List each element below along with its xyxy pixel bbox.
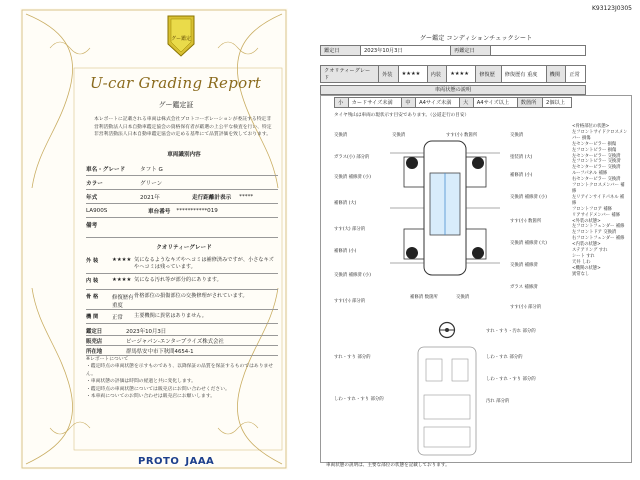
diagram-label: 交換済 補修済 (小) xyxy=(334,273,371,278)
meta-label: 鑑定日 xyxy=(86,328,103,335)
legend-line: フロントフロア 補修 xyxy=(572,206,612,212)
grade-label: 外 装 xyxy=(86,258,99,264)
legend-line: 左フロントサイドクロスメンバー 損傷 xyxy=(572,129,628,141)
legend-line: 左センターピラー 損傷 xyxy=(572,141,617,147)
reinspection-value xyxy=(491,46,586,56)
code-row xyxy=(86,204,278,218)
diagram-label: すす(大) 部分的 xyxy=(334,227,366,232)
legend-line: 天井 しわ xyxy=(572,259,591,265)
grade-description: 骨格部位の損傷部位の交換修理がされています。 xyxy=(134,293,248,299)
diagram-label: すす(小) 部分的 xyxy=(510,305,542,310)
meta-label: 所在地 xyxy=(86,348,103,355)
size-note: タイヤ残山は車両の現状示す目安であります。（公道走行の目安） xyxy=(334,113,470,118)
model-label: 車名・グレード xyxy=(86,166,126,173)
note-line: ・車両状態の評価は時間の経過と共に変化します。 xyxy=(86,379,196,385)
quality-section-heading: クオリティーグレード xyxy=(156,245,212,251)
grade-rating: 修復歴有 重度 xyxy=(112,295,134,309)
diagram-label: 交換済 xyxy=(456,295,470,300)
diagram-label: ガラス 補修済 xyxy=(510,285,538,290)
inspection-date-row xyxy=(86,326,278,336)
note-line: ・鑑定時点の車両状態を示すものであり、以降保証の品質を保証するものではありません。 xyxy=(86,364,274,377)
date-label: 鑑定日 xyxy=(321,46,361,56)
diagram-label: 交換済 xyxy=(334,133,348,138)
interior-label: しわ・すれ・すり 部分的 xyxy=(486,377,536,382)
car-exterior-diagram-icon xyxy=(390,133,500,283)
legend-line: 左リアインサイドパネル 補修 xyxy=(572,194,625,206)
diagram-label: ガラス(小) 部分的 xyxy=(334,155,370,160)
legend-line: <外装の状態> xyxy=(572,218,601,224)
meta-value: ビージャパン-エンタープライズ株式会社 xyxy=(126,338,224,345)
diagram-label: 交換済 xyxy=(392,133,406,138)
diagram-label: 交換済 xyxy=(510,133,524,138)
interior-label: すれ・すり・汚れ 部分的 xyxy=(486,329,536,334)
proto-logo: PROTO xyxy=(138,456,180,467)
grade-description: 気になる汚れ等が部分的にあります。 xyxy=(134,277,222,283)
meta-value: 2023年10月3日 xyxy=(126,328,167,335)
diagram-label: 交換済 補修済 (大) xyxy=(510,241,547,246)
legend-line: 右センターピラー 交換済 xyxy=(572,177,621,183)
note-line: ・鑑定時点の車両状態については販売店にお問い合わせください。 xyxy=(86,386,230,392)
sheet-footer-note: 車両状態の説明は、主要な部位の状態を記載しております。 xyxy=(326,463,450,468)
steering-wheel-icon xyxy=(438,321,456,339)
grade-label: 内 装 xyxy=(86,278,99,284)
year-row xyxy=(86,190,278,204)
size-value: カードサイズ未満 xyxy=(348,98,402,108)
grade-label: 骨 格 xyxy=(86,294,99,300)
size-key: 小 xyxy=(335,98,349,108)
certificate-subtitle: グー鑑定証 xyxy=(158,101,194,109)
car-interior-diagram-icon xyxy=(412,345,482,457)
interior-label: 汚れ 部分的 xyxy=(486,399,510,404)
badge-label: グー鑑定 xyxy=(170,36,191,42)
int-value: ★★★★ xyxy=(447,66,476,83)
mileage-label: 走行距離計表示 xyxy=(192,194,232,201)
legend-line: ルーフパネル 補修 xyxy=(572,171,608,177)
diagram-label: 補修済 (大) xyxy=(334,201,357,206)
diagram-label: 交換済 補修済 xyxy=(510,263,538,268)
eng-label: 機関 xyxy=(546,66,566,83)
legend-line: <骨格部位の状態> xyxy=(572,124,610,129)
grade-rating: 正常 xyxy=(112,315,123,321)
size-value: 2個以上 xyxy=(543,98,572,108)
year-value: 2021年 xyxy=(140,194,160,201)
legend-line: 左フロントピラー 損傷 xyxy=(572,147,617,153)
reinspection-label: 再鑑定日 xyxy=(451,46,491,56)
grade-rating: ★★★★ xyxy=(112,257,132,263)
interior-label: しわ・すれ・すり 部分的 xyxy=(334,397,384,402)
grade-description: 気になるようなキズやヘコミは補修済みですが、小さなキズやヘコミは残っています。 xyxy=(134,257,274,270)
frame-value: 修復歴有 重度 xyxy=(501,66,546,83)
grade-label: 機 関 xyxy=(86,314,99,320)
size-value: A4サイズ以上 xyxy=(473,98,517,108)
size-value: A4サイズ未満 xyxy=(416,98,460,108)
report-notes xyxy=(86,356,276,400)
size-key: 中 xyxy=(402,98,416,108)
diagram-label: 補修済 数箇所 xyxy=(410,295,438,300)
color-value: グリーン xyxy=(140,180,163,187)
frame-label: 修復歴 xyxy=(476,66,502,83)
diagram-label: 塗装済 (大) xyxy=(510,155,533,160)
notes-label: 備考 xyxy=(86,223,98,229)
jaaa-logo: JAAA xyxy=(185,456,215,467)
grading-certificate xyxy=(20,8,288,470)
date-value: 2023年10月3日 xyxy=(361,46,451,56)
grade-table-label: クオリティーグレード xyxy=(321,66,379,83)
grade-row-interior xyxy=(86,274,278,290)
ext-label: 外装 xyxy=(379,66,399,83)
color-label: カラー xyxy=(86,180,103,187)
meta-value: 群馬県安中市下秋間4654-1 xyxy=(126,348,194,355)
model-row xyxy=(86,162,278,176)
condition-legend xyxy=(572,124,628,278)
vin-label: 車台番号 xyxy=(148,208,171,215)
color-row xyxy=(86,176,278,190)
grade-row-engine xyxy=(86,310,278,324)
diagram-label: 交換済 補修済 (小) xyxy=(334,175,371,180)
diagram-label: すす(小) 数箇所 xyxy=(446,133,478,138)
condition-check-sheet xyxy=(320,5,632,473)
diagram-label: すす(小) 部分的 xyxy=(334,299,366,304)
legend-line: フロントクロスメンバー 補修 xyxy=(572,183,625,194)
document-number: K93123J0305 xyxy=(591,5,632,12)
legend-line: 左フロントフェンダー 補修 xyxy=(572,224,625,230)
legend-line: リアサイドメンバー 補修 xyxy=(572,212,620,218)
model-value: タフト G xyxy=(140,166,163,173)
date-table xyxy=(320,45,586,56)
size-key: 数箇所 xyxy=(517,98,542,108)
ext-value: ★★★★ xyxy=(398,66,427,83)
legend-line: 右フロントフェンダー 補修 xyxy=(572,236,625,242)
note-line: ※レポートについて xyxy=(86,357,129,362)
sheet-title: グー鑑定 コンディションチェックシート xyxy=(419,35,533,42)
interior-label: すれ・すり 部分的 xyxy=(334,355,371,360)
grade-description: 主要機関に異常はありません。 xyxy=(134,313,207,319)
eng-value: 正常 xyxy=(566,66,586,83)
meta-label: 販売店 xyxy=(86,338,103,345)
diagram-label: 補修済 (小) xyxy=(510,173,533,178)
vehicle-section-heading: 車両識別内容 xyxy=(167,152,201,158)
diagram-label: 補修済 (小) xyxy=(334,249,357,254)
grade-row-exterior xyxy=(86,254,278,274)
int-label: 内装 xyxy=(427,66,447,83)
footer-logos xyxy=(138,456,214,467)
address-row xyxy=(86,346,278,356)
legend-line: ステアリング すれ xyxy=(572,248,608,254)
grade-rating: ★★★★ xyxy=(112,277,132,283)
mileage-value: ***** xyxy=(239,193,254,200)
legend-line: <機関の状態> xyxy=(572,265,601,271)
intro-paragraph: 本レポートに記載される車両は株式会社プロトコーポレーションが委託する特定非営利活動法人日本自動車鑑定協会の資格保有者が厳選の上公平な検査を行い、特定非営利活動法人日本自動車鑑定協会の定める基準にて品質評価を致しております。 xyxy=(94,117,272,138)
interior-label: しわ・すれ 部分的 xyxy=(486,355,523,360)
year-label: 年式 xyxy=(86,194,98,201)
notes-row xyxy=(86,218,278,238)
vin-value: ***********019 xyxy=(176,207,218,214)
dealer-row xyxy=(86,336,278,346)
grade-row-frame xyxy=(86,290,278,310)
legend-line: <内装の状態> xyxy=(572,242,601,248)
diagram-label: すす(小) 数箇所 xyxy=(510,219,542,224)
legend-line: シート すれ xyxy=(572,253,595,259)
legend-line: 異常なし xyxy=(572,271,590,277)
legend-line: 左センターピラー 交換済 xyxy=(572,165,621,171)
legend-line: 左フロントドア 交換済 xyxy=(572,230,617,236)
note-line: ・本車両についてのお問い合わせは販売店にお願いします。 xyxy=(86,394,216,400)
legend-line: 左フロントピラー 交換済 xyxy=(572,159,621,165)
grade-table xyxy=(320,65,586,83)
diagram-label: 交換済 補修済 (小) xyxy=(510,195,547,200)
certificate-title: U-car Grading Report xyxy=(90,74,262,92)
model-code-value: LA900S xyxy=(86,207,108,214)
size-key: 大 xyxy=(460,98,474,108)
state-heading: 車両状態の説明 xyxy=(320,85,586,95)
legend-line: 左センターピラー 交換済 xyxy=(572,153,621,159)
